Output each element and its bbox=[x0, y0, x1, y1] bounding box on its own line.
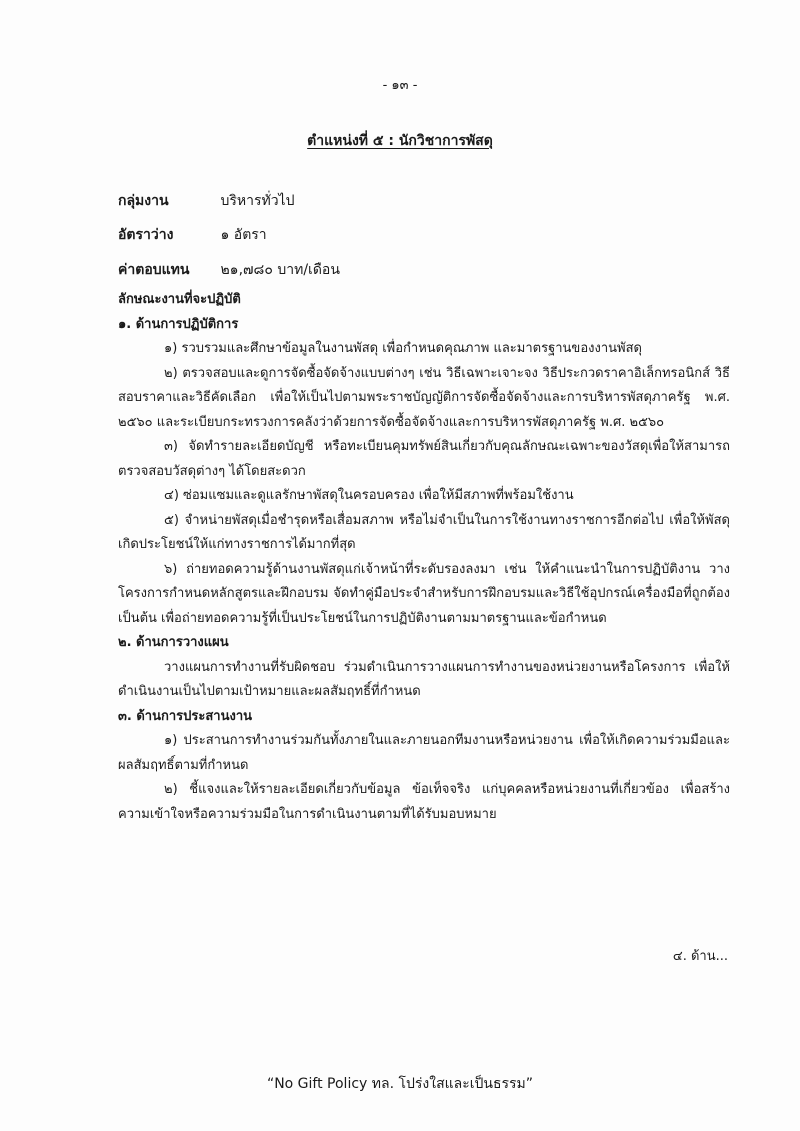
vacancy-field bbox=[118, 224, 267, 246]
section-heading: ๓. ด้านการประสานงาน bbox=[118, 708, 253, 724]
duty-item: ๒) ตรวจสอบและดูการจัดซื้อจัดจ้างแบบต่างๆ เช่น วิธีเฉพาะเจาะจง วิธีประกวดราคาอิเล็กทรอนิกส์ วิธีสอบราคาและวิธีคัดเลือก เพื่อให้เป็นไปตามพระราชบัญญัติการจัดซื้อจัดจ้างและการบริหารพัสดุภาครัฐ พ.ศ. ๒๕๖๐ และระเบียบกระทรวงการคลังว่าด้วยการจัดซื้อจัดจ้างและการบริหารพัสดุภาครัฐ พ.ศ. ๒๕๖๐ bbox=[118, 365, 730, 430]
section-heading: ๒. ด้านการวางแผน bbox=[118, 635, 229, 650]
page-number: - ๑๓ - bbox=[382, 78, 418, 93]
salary-field bbox=[118, 259, 340, 281]
duty-item: ๕) จำหน่ายพัสดุเมื่อชำรุดหรือเสื่อมสภาพ หรือไม่จำเป็นในการใช้งานทางราชการอีกต่อไป เพื่อให้พัสดุเกิดประโยชน์ให้แก่ทางราชการได้มากที่สุด bbox=[118, 512, 730, 552]
duty-item: ๓) จัดทำรายละเอียดบัญชี หรือทะเบียนคุมทรัพย์สินเกี่ยวกับคุณลักษณะเฉพาะของวัสดุเพื่อให้สามารถตรวจสอบวัสดุต่างๆ ได้โดยสะดวก bbox=[118, 439, 730, 479]
vacancy-label: อัตราว่าง bbox=[118, 227, 174, 243]
vacancy-value: ๑ อัตรา bbox=[220, 227, 267, 243]
group-label: กลุ่มงาน bbox=[118, 193, 169, 209]
salary-value: ๒๑,๗๘๐ บาท/เดือน bbox=[220, 262, 340, 278]
group-field bbox=[118, 190, 295, 212]
duty-item: ๔) ซ่อมแซมและดูแลรักษาพัสดุในครอบครอง เพื่อให้มีสภาพที่พร้อมใช้งาน bbox=[164, 488, 574, 503]
duty-item: ๑) รวบรวมและศึกษาข้อมูลในงานพัสดุ เพื่อกำหนดคุณภาพ และมาตรฐานของงานพัสดุ bbox=[164, 341, 642, 356]
salary-label: ค่าตอบแทน bbox=[118, 262, 190, 278]
duty-item: ๖) ถ่ายทอดความรู้ด้านงานพัสดุแก่เจ้าหน้าที่ระดับรองลงมา เช่น ให้คำแนะนำในการปฏิบัติงาน วางโครงการกำหนดหลักสูตรและฝึกอบรม จัดทำคู่มือประจำสำหรับการฝึกอบรมและวิธีใช้อุปกรณ์เครื่องมือที่ถูกต้อง เป็นต้น เพื่อถ่ายทอดความรู้ที่เป็นประโยชน์ในการปฏิบัติงานตามมาตรฐานและข้อกำหนด bbox=[118, 561, 730, 626]
duty-item: ๑) ประสานการทำงานร่วมกันทั้งภายในและภายนอกทีมงานหรือหน่วยงาน เพื่อให้เกิดความร่วมมือและผลสัมฤทธิ์ตามที่กำหนด bbox=[118, 733, 730, 773]
footer-slogan: “No Gift Policy ทล. โปร่งใสและเป็นธรรม” bbox=[266, 1076, 534, 1092]
group-value: บริหารทั่วไป bbox=[220, 193, 295, 209]
duties-heading: ลักษณะงานที่จะปฏิบัติ bbox=[118, 292, 241, 307]
position-title: ตำแหน่งที่ ๕ : นักวิชาการพัสดุ bbox=[307, 133, 493, 149]
section-heading: ๑. ด้านการปฏิบัติการ bbox=[118, 316, 239, 332]
duties-body bbox=[118, 288, 730, 827]
duty-item: วางแผนการทำงานที่รับผิดชอบ ร่วมดำเนินการวางแผนการทำงานของหน่วยงานหรือโครงการ เพื่อให้ดำเนินงานเป็นไปตามเป้าหมายและผลสัมฤทธิ์ที่กำหนด bbox=[118, 659, 730, 699]
duty-item: ๒) ชี้แจงและให้รายละเอียดเกี่ยวกับข้อมูล ข้อเท็จจริง แก่บุคคลหรือหน่วยงานที่เกี่ยวข้อง เพื่อสร้างความเข้าใจหรือความร่วมมือในการดำเนินงานตามที่ได้รับมอบหมาย bbox=[118, 782, 730, 822]
continuation-marker: ๔. ด้าน... bbox=[672, 949, 728, 964]
page-title bbox=[0, 130, 800, 152]
